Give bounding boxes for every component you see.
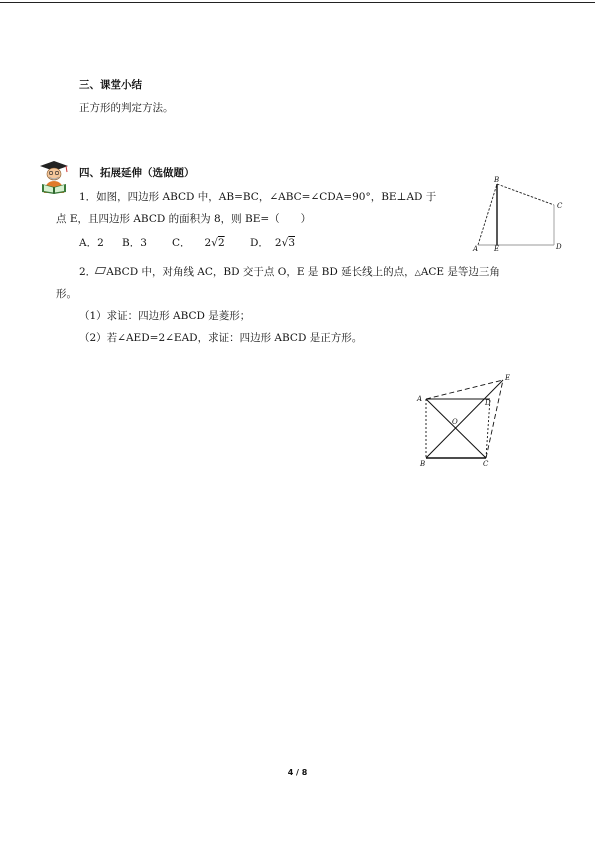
section-heading-summary: 三、课堂小结: [79, 79, 142, 91]
q1-label-d: D: [556, 243, 562, 251]
q2-label-a: A: [417, 395, 423, 403]
q2-part2: （2）若∠AED=2∠EAD，求证：四边形 ABCD 是正方形。: [79, 332, 363, 344]
q2-label-c: C: [483, 460, 489, 468]
section-heading-extension: 四、拓展延伸（选做题）: [79, 167, 195, 179]
q2-stem-text-end: ACE 是等边三角: [420, 266, 500, 278]
q1-option-a: A．2: [79, 237, 104, 249]
q2-segment-ce: [486, 380, 503, 458]
triangle-icon: △: [414, 268, 421, 277]
q1-quadrilateral-figure: [470, 175, 575, 255]
q1-side-bc: [497, 184, 554, 205]
q2-part1: （1）求证：四边形 ABCD 是菱形；: [79, 310, 251, 322]
q2-number: 2．: [79, 266, 97, 278]
header-rule: [0, 2, 595, 3]
q2-label-e: E: [505, 374, 511, 382]
q1-stem-line2: 点 E，且四边形 ABCD 的面积为 8，则 BE=（ ）: [56, 213, 312, 225]
q1-option-b: B．3: [122, 237, 147, 249]
q2-diagonal-be: [426, 380, 503, 458]
q2-segment-ae: [426, 380, 503, 399]
parallelogram-icon: [95, 267, 107, 274]
q2-stem-line1: [79, 265, 500, 280]
q2-label-b: B: [420, 460, 426, 468]
summary-text: 正方形的判定方法。: [79, 102, 174, 114]
page-number: 4 / 8: [287, 768, 308, 777]
q1-label-a: A: [473, 245, 479, 253]
q1-label-c: C: [557, 202, 563, 210]
q1-side-ab: [478, 184, 497, 245]
teacher-reading-book-icon: [38, 160, 70, 194]
q1-label-b: B: [494, 176, 500, 184]
q1-option-c: C． 2√2: [172, 237, 225, 249]
q2-stem-line2: 形。: [56, 288, 77, 300]
q2-stem-text: ABCD 中，对角线 AC，BD 交于点 O，E 是 BD 延长线上的点，: [106, 266, 415, 278]
q2-label-o: O: [452, 418, 458, 426]
q1-option-d: D． 2√3: [250, 237, 295, 249]
q2-rhombus-figure: [412, 370, 522, 470]
q1-label-e: E: [494, 245, 500, 253]
q2-label-d: D: [485, 399, 491, 407]
q1-stem-line1: 1．如图，四边形 ABCD 中，AB=BC，∠ABC=∠CDA=90°，BE⊥AD 于: [79, 191, 437, 203]
